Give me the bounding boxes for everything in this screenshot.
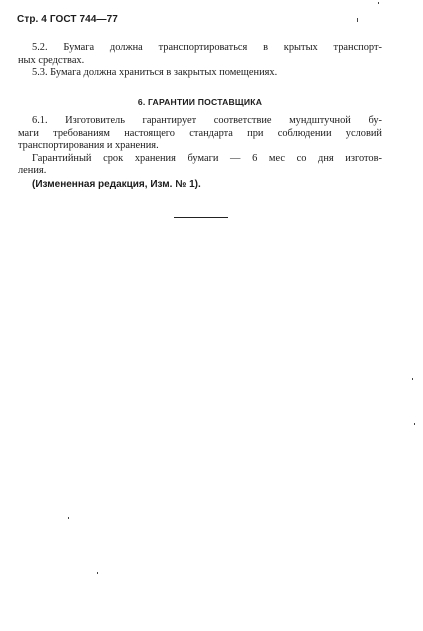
scan-speck [414, 423, 415, 425]
paragraph-5-3: 5.3. Бумага должна храниться в закрытых помещениях. [32, 67, 278, 78]
paragraph-5-2-line-2: ных средствах. [18, 54, 85, 66]
scan-speck [378, 2, 379, 4]
paragraph-6-2-line-2: ления. [18, 165, 47, 176]
section-6-heading: 6. ГАРАНТИИ ПОСТАВЩИКА [137, 97, 263, 107]
paragraph-6-2-line-1: Гарантийный срок хранения бумаги — 6 мес со дня изготов- [32, 152, 382, 164]
paragraph-6-1-line-1: 6.1. Изготовитель гарантирует соответствие мундштучной бу- [32, 115, 382, 126]
paragraph-6-1-line-2: маги требованиям настоящего стандарта при соблюдении условий [18, 127, 382, 139]
amendment-note: (Измененная редакция, Изм. № 1). [32, 178, 201, 190]
scan-speck [97, 572, 98, 574]
section-5-text [18, 42, 382, 80]
page-header [17, 14, 118, 25]
paragraph-6-1-line-3: транспортирования и хранения. [18, 140, 159, 151]
scan-speck [68, 517, 69, 519]
scan-speck [412, 378, 413, 380]
paragraph-5-2-line-1: 5.2. Бумага должна транспортироваться в крытых транспорт- [32, 42, 382, 53]
section-6-text [18, 115, 382, 191]
scan-speck [357, 18, 358, 22]
standard-code: ГОСТ 744—77 [49, 14, 118, 25]
end-rule [174, 217, 228, 218]
page-number-label: Стр. 4 [17, 14, 47, 25]
